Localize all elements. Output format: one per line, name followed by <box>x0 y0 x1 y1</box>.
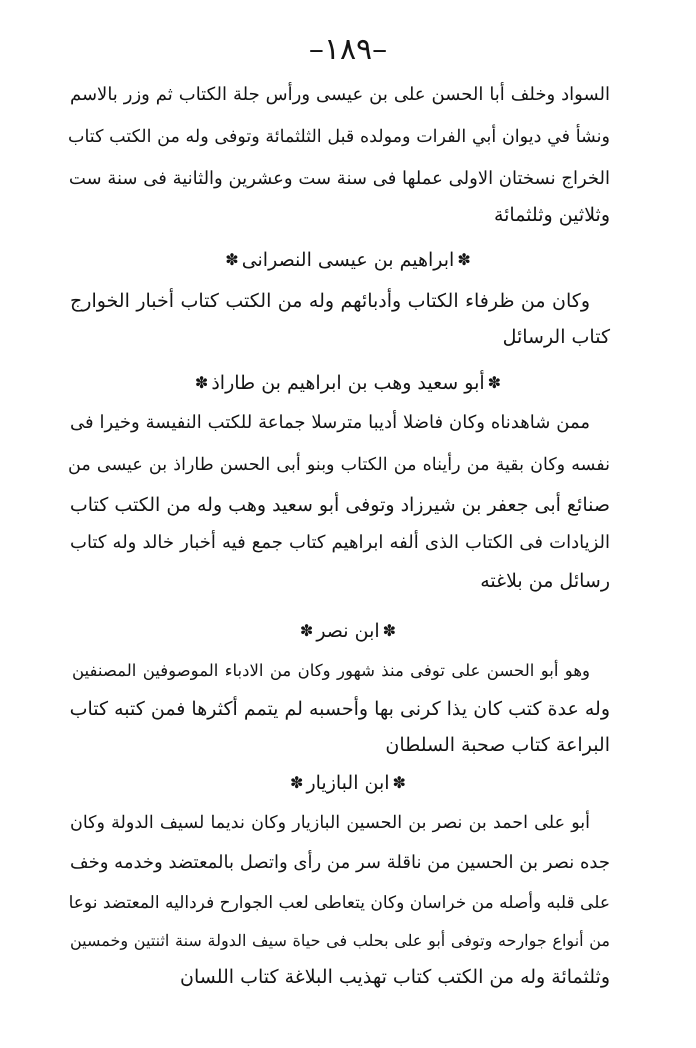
ornament-icon: ✽ <box>487 373 502 392</box>
section-heading <box>0 768 696 798</box>
section-heading <box>0 616 696 646</box>
text-line: وكان من ظرفاء الكتاب وأدبائهم وله من الكتب كتاب أخبار الخوارج <box>70 290 590 312</box>
text-line: البراعة كتاب صحبة السلطان <box>385 734 610 756</box>
text-line: على قلبه وأصله من خراسان وكان يتعاطى لعب الجوارح فرداليه المعتضد نوعا <box>68 893 610 913</box>
text-line: كتاب الرسائل <box>502 326 610 348</box>
section-heading-text: أبو سعيد وهب بن ابراهيم بن طاراذ <box>211 372 485 394</box>
ornament-icon: ✽ <box>392 773 406 792</box>
text-line: وهو أبو الحسن على توفى منذ شهور وكان من الادباء الموصوفين المصنفين <box>72 661 590 680</box>
section-heading <box>0 245 696 275</box>
section-heading-text: ابراهيم بن عيسى النصرانى <box>241 249 455 271</box>
text-line: الزيادات فى الكتاب الذى ألفه ابراهيم كتاب جمع فيه أخبار خالد وله كتاب <box>70 532 610 553</box>
ornament-icon: ✽ <box>194 373 209 392</box>
text-line: من أنواع جوارحه وتوفى أبو على بحلب فى حياة سيف الدولة سنة اثنتين وخمسين <box>70 931 610 950</box>
text-line: وثلثمائة وله من الكتب كتاب تهذيب البلاغة كتاب اللسان <box>180 966 610 988</box>
ornament-icon: ✽ <box>299 621 314 640</box>
text-line: وله عدة كتب كان يذا كرنى بها وأحسبه لم يتمم أكثرها فمن كتبه كتاب <box>69 698 610 720</box>
section-heading <box>0 368 696 398</box>
ornament-icon: ✽ <box>290 773 304 792</box>
section-heading-text: ابن البازيار <box>306 772 390 794</box>
text-line: ونشأ في ديوان أبي الفرات ومولده قبل الثلثمائة وتوفى وله من الكتب كتاب <box>68 127 610 147</box>
text-line: نفسه وكان بقية من رأيناه من الكتاب وبنو أبى الحسن طاراذ بن عيسى من <box>68 455 610 475</box>
text-line: رسائل من بلاغته <box>480 570 610 592</box>
page-number: –١٨٩– <box>308 32 388 67</box>
text-line: الخراج نسختان الاولى عملها فى سنة ست وعشرين والثانية فى سنة ست <box>68 168 610 189</box>
text-line: ممن شاهدناه وكان فاضلا أديبا مترسلا جماعة للكتب النفيسة وخيرا فى <box>70 412 590 433</box>
text-line: صنائع أبى جعفر بن شيرزاد وتوفى أبو سعيد وهب وله من الكتب كتاب <box>69 494 610 516</box>
text-line: السواد وخلف أبا الحسن على بن عيسى ورأس جلة الكتاب ثم وزر بالاسم <box>70 84 610 105</box>
text-line: وثلاثين وثلثمائة <box>493 204 610 226</box>
ornament-icon: ✽ <box>225 250 239 269</box>
ornament-icon: ✽ <box>457 250 471 269</box>
ornament-icon: ✽ <box>382 621 397 640</box>
text-line: أبو على احمد بن نصر بن الحسين البازيار وكان نديما لسيف الدولة وكان <box>70 813 590 833</box>
text-line: جده نصر بن الحسين من ناقلة سر من رأى واتصل بالمعتضد وخدمه وخف <box>70 852 610 873</box>
section-heading-text: ابن نصر <box>316 620 380 642</box>
